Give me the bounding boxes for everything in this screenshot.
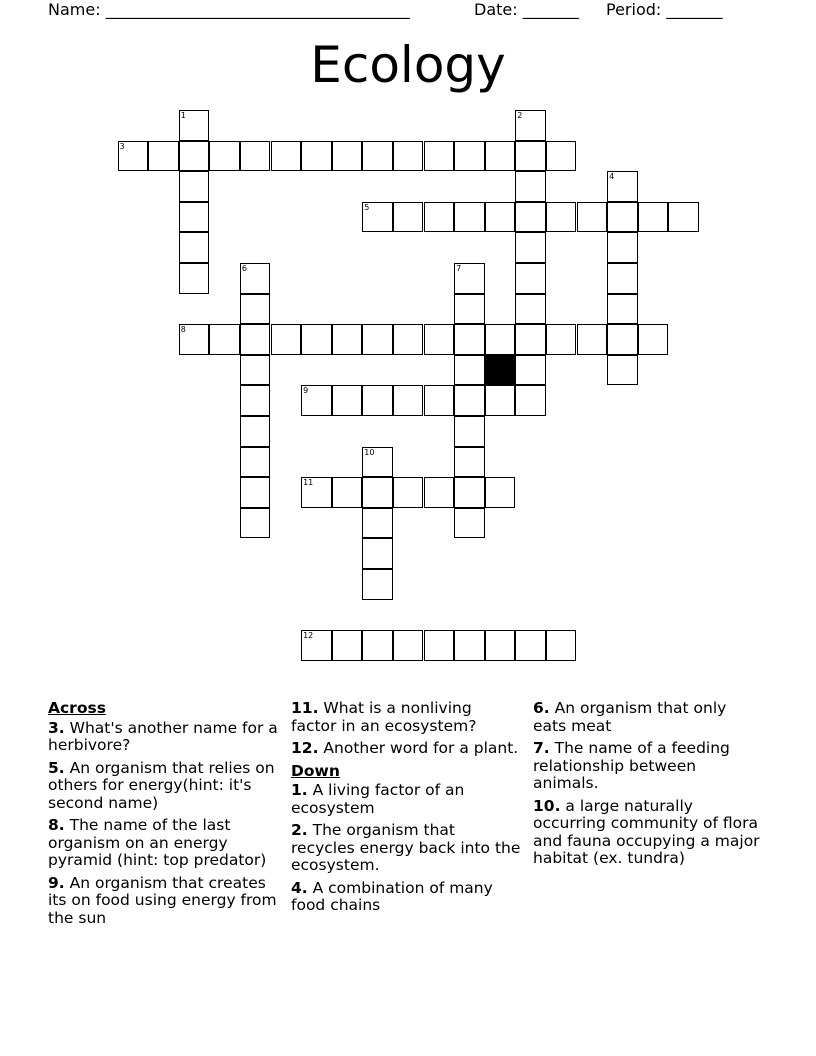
crossword-cell[interactable] bbox=[179, 141, 210, 172]
crossword-cell[interactable] bbox=[577, 324, 608, 355]
date-label: Date: bbox=[474, 0, 518, 19]
crossword-cell[interactable] bbox=[393, 141, 424, 172]
crossword-cell[interactable] bbox=[332, 141, 363, 172]
crossword-cell[interactable] bbox=[607, 355, 638, 386]
crossword-cell[interactable] bbox=[209, 141, 240, 172]
clue-number-11: 11 bbox=[303, 478, 314, 488]
crossword-cell[interactable] bbox=[454, 263, 485, 294]
crossword-cell[interactable] bbox=[362, 569, 393, 600]
crossword-cell[interactable] bbox=[515, 385, 546, 416]
crossword-cell[interactable] bbox=[179, 232, 210, 263]
crossword-cell[interactable] bbox=[301, 141, 332, 172]
crossword-cell[interactable] bbox=[515, 141, 546, 172]
crossword-cell[interactable] bbox=[118, 141, 149, 172]
crossword-cell[interactable] bbox=[424, 385, 455, 416]
clue-number-2: 2 bbox=[517, 111, 523, 120]
crossword-cell[interactable] bbox=[332, 324, 363, 355]
crossword-cell[interactable] bbox=[454, 355, 485, 386]
crossword-cell[interactable] bbox=[301, 385, 332, 416]
clue-across-3: 3. What's another name for a herbivore? bbox=[48, 718, 278, 754]
crossword-cell[interactable] bbox=[454, 630, 485, 661]
crossword-cell[interactable] bbox=[362, 324, 393, 355]
clues-column-2 bbox=[291, 700, 521, 920]
clue-number-12: 12 bbox=[303, 631, 314, 641]
crossword-cell[interactable] bbox=[271, 141, 302, 172]
crossword-cell[interactable] bbox=[424, 477, 455, 508]
clue-down-2: 2. The organism that recycles energy back into the ecosystem. bbox=[291, 821, 521, 874]
clue-number-4: 4 bbox=[609, 172, 615, 182]
crossword-cell[interactable] bbox=[454, 294, 485, 325]
period-label: Period: bbox=[606, 0, 662, 19]
crossword-cell[interactable] bbox=[179, 263, 210, 294]
crossword-cell[interactable] bbox=[607, 171, 638, 202]
clue-number-8: 8 bbox=[180, 325, 186, 335]
crossword-cell[interactable] bbox=[515, 263, 546, 294]
crossword-cell[interactable] bbox=[454, 508, 485, 539]
crossword-cell[interactable] bbox=[240, 508, 271, 539]
crossword-cell[interactable] bbox=[362, 447, 393, 478]
crossword-cell[interactable] bbox=[209, 324, 240, 355]
down-heading: Down bbox=[291, 761, 340, 780]
clue-down-4: 4. A combination of many food chains bbox=[291, 878, 493, 914]
crossword-cell[interactable] bbox=[240, 141, 271, 172]
clue-number-6: 6 bbox=[241, 264, 247, 273]
crossword-cell[interactable] bbox=[179, 110, 210, 141]
crossword-cell[interactable] bbox=[240, 263, 271, 294]
crossword-cell[interactable] bbox=[515, 630, 546, 661]
clue-number-1: 1 bbox=[180, 111, 186, 120]
crossword-cell[interactable] bbox=[607, 294, 638, 325]
crossword-cell[interactable] bbox=[577, 202, 608, 233]
clue-across-12: 12. Another word for a plant. bbox=[291, 739, 519, 757]
crossword-cell[interactable] bbox=[240, 477, 271, 508]
crossword-cell[interactable] bbox=[454, 141, 485, 172]
clue-down-10: 10. a large naturally occurring community of flora and fauna occupying a major habitat (ex. tundra) bbox=[533, 796, 760, 867]
clue-number-3: 3 bbox=[119, 141, 125, 151]
crossword-cell[interactable] bbox=[362, 538, 393, 569]
crossword-cell[interactable] bbox=[240, 416, 271, 447]
crossword-cell[interactable] bbox=[301, 324, 332, 355]
crossword-cell[interactable] bbox=[485, 630, 516, 661]
crossword-cell[interactable] bbox=[393, 477, 424, 508]
crossword-cell[interactable] bbox=[485, 141, 516, 172]
crossword-cell[interactable] bbox=[607, 324, 638, 355]
clues-column-1 bbox=[48, 700, 278, 932]
crossword-cell[interactable] bbox=[454, 324, 485, 355]
crossword-cell[interactable] bbox=[362, 141, 393, 172]
crossword-cell[interactable] bbox=[546, 141, 577, 172]
crossword-cell[interactable] bbox=[454, 477, 485, 508]
crossword-cell[interactable] bbox=[607, 263, 638, 294]
across-heading: Across bbox=[48, 699, 106, 717]
crossword-cell[interactable] bbox=[179, 324, 210, 355]
crossword-cell[interactable] bbox=[240, 294, 271, 325]
crossword-cell[interactable] bbox=[393, 324, 424, 355]
clue-number-5: 5 bbox=[364, 202, 370, 212]
crossword-cell[interactable] bbox=[515, 324, 546, 355]
crossword-cell[interactable] bbox=[515, 294, 546, 325]
crossword-cell[interactable] bbox=[515, 110, 546, 141]
crossword-cell[interactable] bbox=[424, 630, 455, 661]
crossword-cell[interactable] bbox=[546, 324, 577, 355]
crossword-cell[interactable] bbox=[515, 202, 546, 233]
crossword-cell[interactable] bbox=[332, 385, 363, 416]
crossword-cell[interactable] bbox=[546, 630, 577, 661]
crossword-cell[interactable] bbox=[485, 324, 516, 355]
crossword-cell[interactable] bbox=[148, 141, 179, 172]
crossword-cell[interactable] bbox=[485, 202, 516, 233]
crossword-cell[interactable] bbox=[485, 385, 516, 416]
crossword-cell[interactable] bbox=[362, 385, 393, 416]
clue-number-9: 9 bbox=[303, 386, 309, 396]
crossword-cell[interactable] bbox=[332, 630, 363, 661]
crossword-cell[interactable] bbox=[393, 202, 424, 233]
crossword-cell[interactable] bbox=[179, 202, 210, 233]
clue-number-7: 7 bbox=[456, 264, 462, 273]
crossword-cell[interactable] bbox=[424, 324, 455, 355]
crossword-cell[interactable] bbox=[454, 447, 485, 478]
crossword-cell[interactable] bbox=[271, 324, 302, 355]
crossword-cell[interactable] bbox=[668, 202, 699, 233]
crossword-cell[interactable] bbox=[393, 630, 424, 661]
clue-number-10: 10 bbox=[364, 447, 375, 457]
crossword-cell[interactable] bbox=[454, 416, 485, 447]
period-blank: _______ bbox=[666, 0, 723, 19]
clue-down-6: 6. An organism that only eats meat bbox=[533, 699, 727, 735]
crossword-cell[interactable] bbox=[515, 171, 546, 202]
clue-across-11: 11. What is a nonliving factor in an ecosystem? bbox=[291, 699, 477, 735]
crossword-cell[interactable] bbox=[301, 630, 332, 661]
crossword-cell[interactable] bbox=[546, 202, 577, 233]
crossword-cell[interactable] bbox=[332, 477, 363, 508]
crossword-cell[interactable] bbox=[638, 202, 669, 233]
clues-column-3 bbox=[533, 700, 763, 873]
name-blank: ______________________________________ bbox=[105, 0, 410, 19]
crossword-cell[interactable] bbox=[240, 355, 271, 386]
crossword-cell[interactable] bbox=[454, 202, 485, 233]
crossword-cell[interactable] bbox=[424, 141, 455, 172]
crossword-cell[interactable] bbox=[240, 324, 271, 355]
clue-down-7: 7. The name of a feeding relationship between animals. bbox=[533, 739, 730, 792]
blocked-cell bbox=[485, 355, 516, 386]
crossword-cell[interactable] bbox=[515, 232, 546, 263]
clue-across-5: 5. An organism that relies on others for energy(hint: it's second name) bbox=[48, 758, 275, 812]
crossword-cell[interactable] bbox=[485, 477, 516, 508]
crossword-cell[interactable] bbox=[362, 202, 393, 233]
clue-across-9: 9. An organism that creates its on food using energy from the sun bbox=[48, 873, 277, 927]
date-blank: _______ bbox=[522, 0, 579, 19]
crossword-cell[interactable] bbox=[362, 477, 393, 508]
name-label: Name: bbox=[48, 0, 101, 19]
crossword-cell[interactable] bbox=[240, 385, 271, 416]
crossword-cell[interactable] bbox=[362, 630, 393, 661]
clue-across-8: 8. The name of the last organism on an energy pyramid (hint: top predator) bbox=[48, 816, 267, 869]
crossword-cell[interactable] bbox=[638, 324, 669, 355]
crossword-cell[interactable] bbox=[515, 355, 546, 386]
crossword-cell[interactable] bbox=[240, 447, 271, 478]
crossword-cell[interactable] bbox=[424, 202, 455, 233]
page-title: Ecology bbox=[310, 36, 506, 94]
crossword-cell[interactable] bbox=[179, 171, 210, 202]
crossword-cell[interactable] bbox=[607, 202, 638, 233]
crossword-cell[interactable] bbox=[362, 508, 393, 539]
clue-down-1: 1. A living factor of an ecosystem bbox=[291, 781, 465, 817]
crossword-cell[interactable] bbox=[301, 477, 332, 508]
crossword-cell[interactable] bbox=[393, 385, 424, 416]
crossword-cell[interactable] bbox=[454, 385, 485, 416]
crossword-cell[interactable] bbox=[607, 232, 638, 263]
